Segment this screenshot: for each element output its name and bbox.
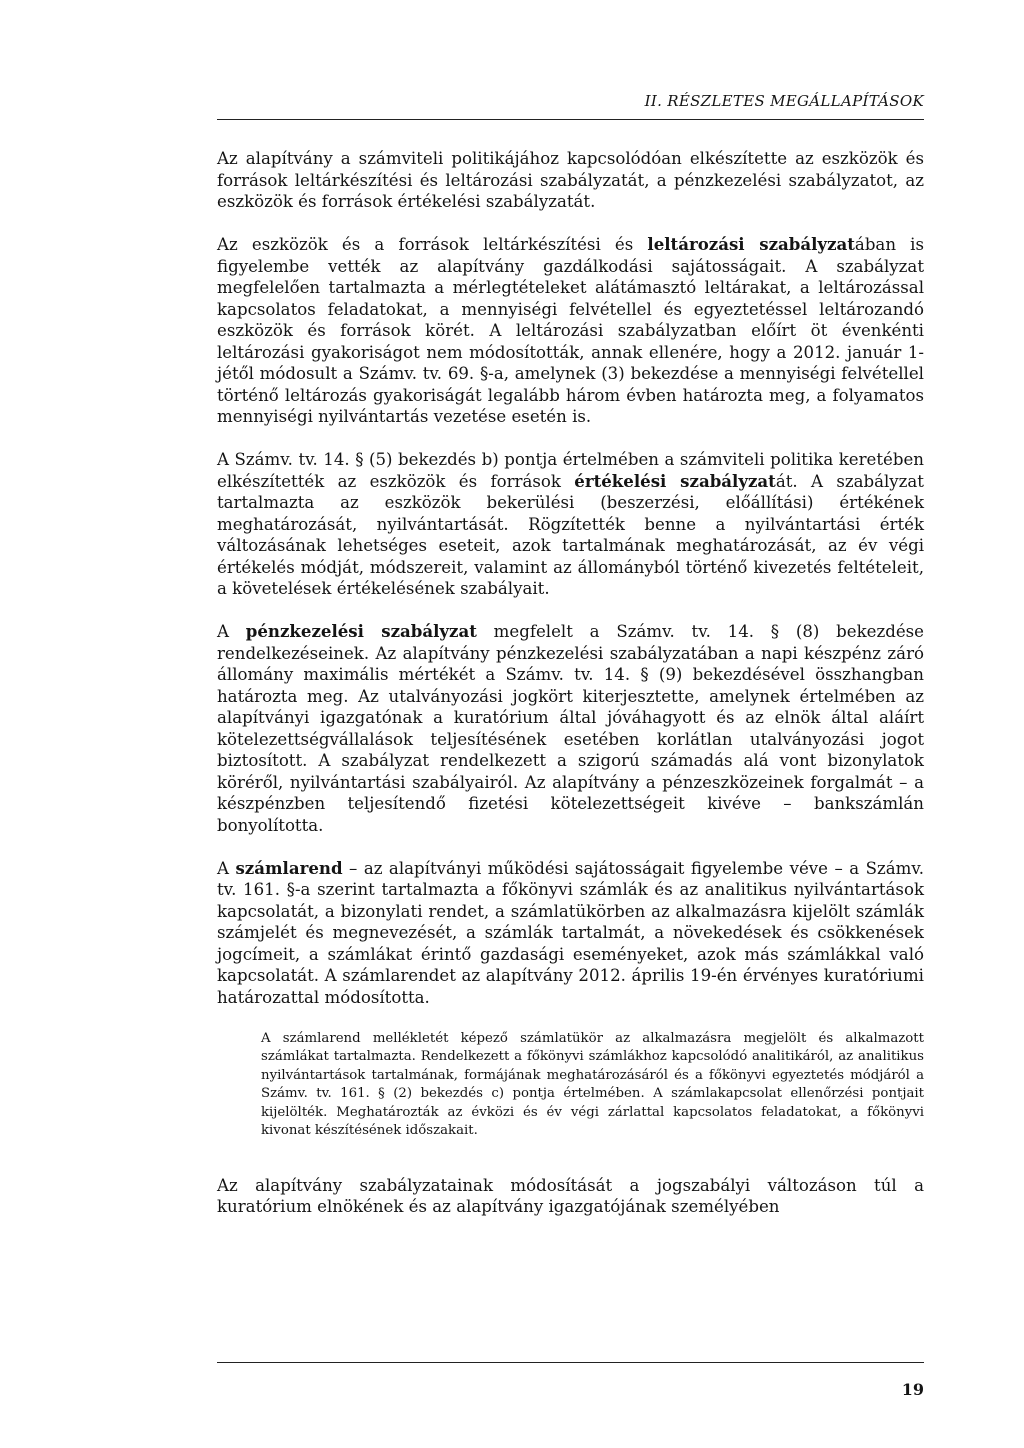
paragraph-2-bold-term: leltározási szabályzat	[647, 234, 855, 254]
paragraph-2-rest: ában is figyelembe vették az alapítvány gazdálkodási sajátosságait. A szabályzat megfelelően tartalmazta a mérlegtételeket alátámasztó leltárakat, a leltározással kapcsolatos feladatokat, a mennyiségi felvétellel és egyeztetéssel leltározandó eszközök és források körét. A leltározási szabályzatban előírt öt évenkénti leltározási gyakoriságot nem módosították, annak ellenére, hogy a 2012. január 1-jétől módosult a Számv. tv. 69. §-a, amelynek (3) bekezdése a mennyiségi felvétellel történő leltározás gyakoriságát legalább három évben határozta meg, a folyamatos mennyiségi nyilvántartás vezetése esetén is.	[217, 235, 924, 426]
paragraph-3-rest: át. A szabályzat tartalmazta az eszközök bekerülési (beszerzési, előállítási) értékének meghatározását, nyilvántartását. Rögzítették benne a nyilvántartási érték változásának lehetséges eseteit, azok tartalmának meghatározását, az év végi értékelés módját, módszereit, valamint az állományból történő kivezetés feltételeit, a követelések értékelésének szabályait.	[217, 471, 924, 598]
page-number: 19	[901, 1380, 924, 1399]
page-header-title: II. RÉSZLETES MEGÁLLAPÍTÁSOK	[644, 92, 924, 110]
body-text	[217, 148, 924, 1218]
paragraph-2	[217, 234, 924, 428]
paragraph-5-lead: A	[217, 858, 236, 878]
paragraph-5-rest: – az alapítványi működési sajátosságait figyelembe véve – a Számv. tv. 161. §-a szerint tartalmazta a főkönyvi számlák és az analitikus nyilvántartások kapcsolatát, a bizonylati rendet, a számlatükörben az alkalmazásra kijelölt számlák számjelét és megnevezését, a számlák tartalmát, a növekedések és csökkenések jogcímeit, a számlákat érintő gazdasági eseményeket, azok más számlákkal való kapcsolatát. A számlarendet az alapítvány 2012. április 19-én érvényes kuratóriumi határozattal módosította.	[217, 858, 924, 1007]
paragraph-4-bold-term: pénzkezelési szabályzat	[245, 621, 477, 641]
closing-paragraph: Az alapítvány szabályzatainak módosítását a jogszabályi változáson túl a kuratórium elnökének és az alapítvány igazgatójának személyében	[217, 1175, 924, 1216]
indented-note: A számlarend mellékletét képező számlatükör az alkalmazásra megjelölt és alkalmazott számlákat tartalmazta. Rendelkezett a főkönyvi számlákhoz kapcsolódó analitikáról, az analitikus nyilvántartások tartalmának, formájának meghatározásáról és a főkönyvi egyeztetés módjáról a Számv. tv. 161. § (2) bekezdés c) pontja értelmében. A számlakapcsolat ellenőrzési pontjait kijelölték. Meghatározták az évközi és év végi zárlattal kapcsolatos feladatokat, a főkönyvi kivonat készítésének időszakait.	[261, 1030, 924, 1138]
footer-rule	[217, 1362, 924, 1363]
paragraph-3	[217, 449, 924, 600]
paragraph-5	[217, 858, 924, 1009]
paragraph-3-bold-term: értékelési szabályzat	[574, 470, 776, 491]
paragraph-4-rest: megfelelt a Számv. tv. 14. § (8) bekezdése rendelkezéseinek. Az alapítvány pénzkezelési szabályzatában a napi készpénz záró állomány maximális mértékét a Számv. tv. 14. § (9) bekezdésével összhangban határozta meg. Az utalványozási jogkört kiterjesztette, amelynek értelmében az alapítványi igazgatónak a kuratórium által jóváhagyott és az elnök által aláírt kötelezettségvállalások teljesítésének esetében korlátlan utalványozási jogot biztosított. A szabályzat rendelkezett a szigorú számadás alá vont bizonylatok köréről, nyilvántartási szabályairól. Az alapítvány a pénzeszközeinek forgalmát – a készpénzben teljesítendő fizetési kötelezettségeit kivéve – bankszámlán bonyolította.	[217, 622, 924, 835]
paragraph-1: Az alapítvány a számviteli politikájához kapcsolódóan elkészítette az eszközök és források leltárkészítési és leltározási szabályzatát, a pénzkezelési szabályzatot, az eszközök és források értékelési szabályzatát.	[217, 149, 924, 211]
paragraph-3-lead: A Számv. tv. 14. § (5) bekezdés b) pontja értelmében a számviteli politika keretében elkészítették az eszközök és források	[217, 450, 924, 491]
header-rule	[217, 119, 924, 120]
paragraph-2-lead: Az eszközök és a források leltárkészítési és	[217, 235, 648, 254]
paragraph-5-bold-term: számlarend	[235, 857, 343, 878]
paragraph-4-lead: A	[217, 622, 246, 641]
paragraph-4	[217, 621, 924, 836]
